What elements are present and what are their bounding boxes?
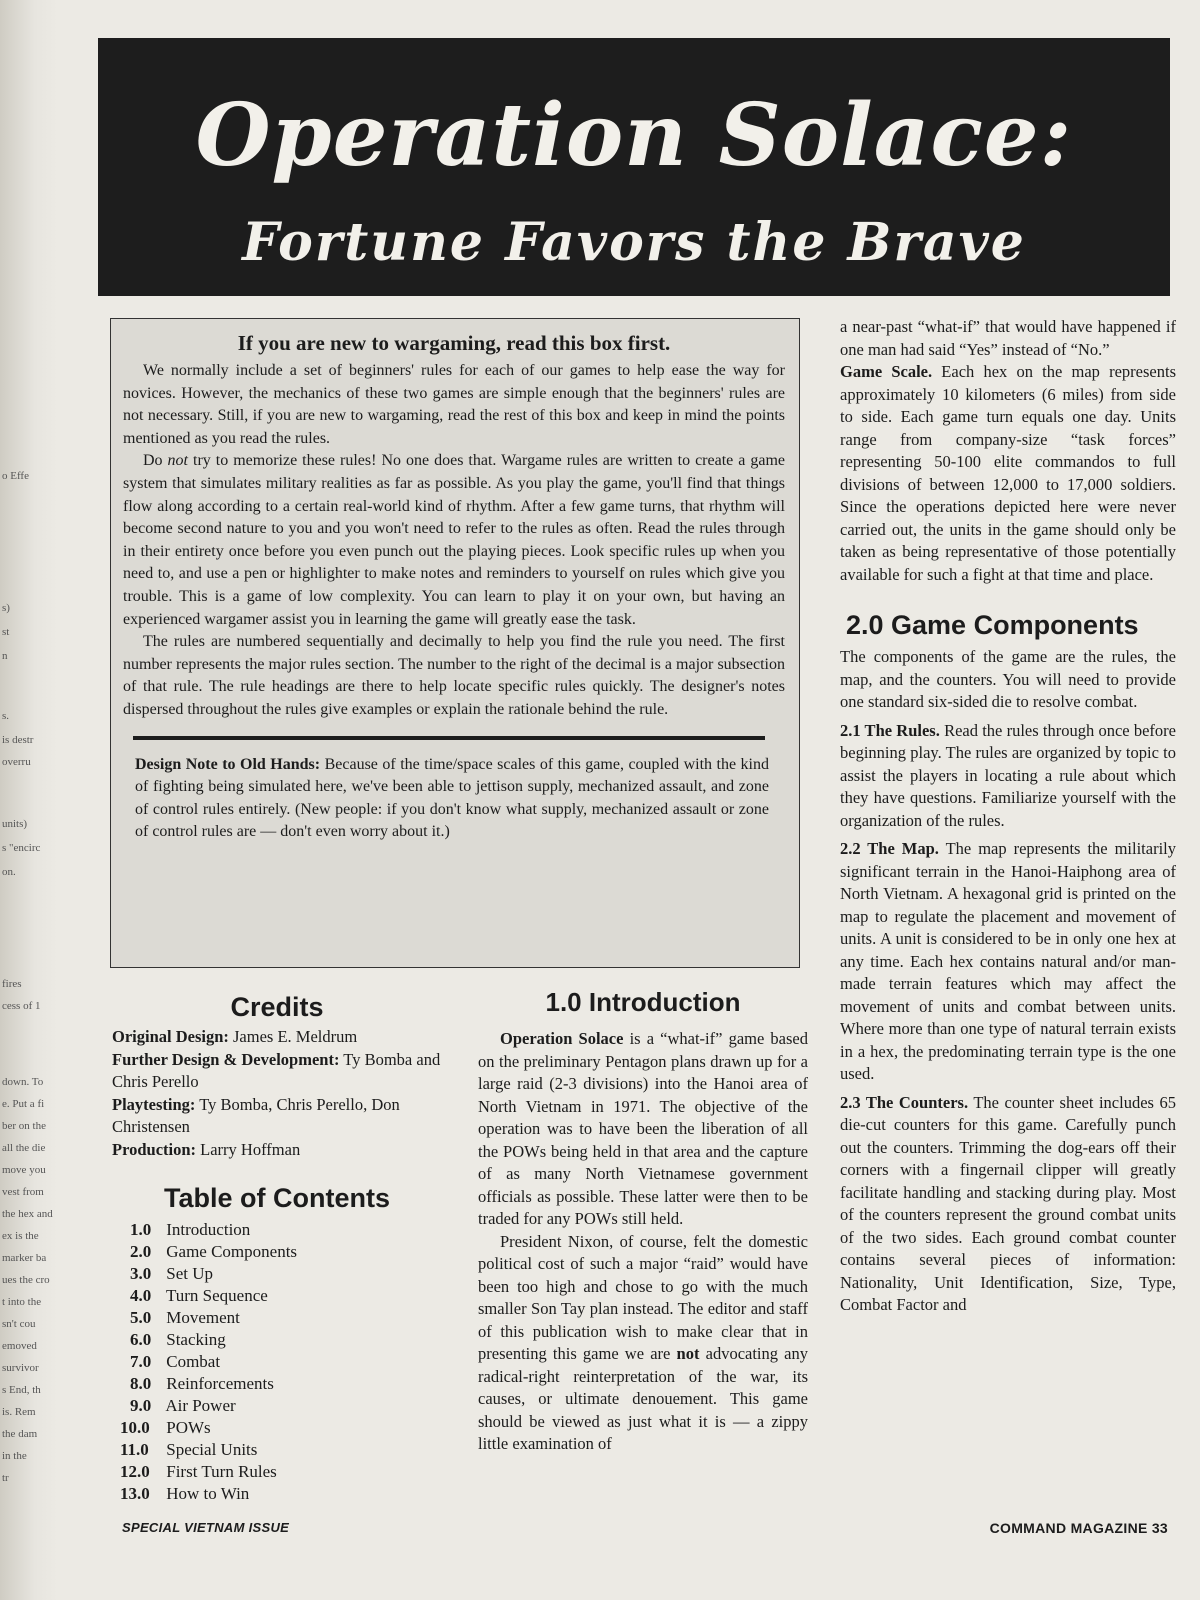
components-paragraph: The components of the game are the rules, the map, and the counters. You will need to provide one standard six-sided die to resolve combat. [840, 647, 1176, 711]
spine-text: vest from [2, 1186, 44, 1198]
page-subtitle: Fortune Favors the Brave [242, 212, 1026, 273]
footer-page: COMMAND MAGAZINE 33 [989, 1520, 1168, 1536]
spine-text: ex is the [2, 1230, 39, 1242]
spine-text: s. [2, 710, 10, 722]
credit-label: Further Design & Development: [112, 1049, 340, 1069]
spine-text: o Effe [2, 470, 29, 482]
toc-item[interactable] [130, 1263, 442, 1285]
section-text: The counter sheet includes 65 die-cut counters for this game. Carefully punch out the counters. Trimming the dog-ears off their corners with a fingernail clipper will greatly facilitate handling and stacking during play. Most of the counters represent the ground combat units of the two sides. Each ground combat counter contains several pieces of information: Nationality, Unit Identification, Size, Type, Combat Factor and [840, 1092, 1176, 1314]
section-text: Each hex on the map represents approximately 10 kilometers (6 miles) from side to side. Each game turn equals one day. Units range from company-size “task forces” representing 50-100 elite commandos to full divisions of between 12,000 to 17,000 soldiers. Since the operations depicted here were never carried out, the units in the game should only be taken as being representative of those potentially available for such a fight at that time and place. [840, 362, 1176, 584]
toc-label: Stacking [166, 1330, 226, 1349]
section-label: 2.1 The Rules. [840, 720, 940, 740]
credit-value: James E. Meldrum [228, 1027, 358, 1046]
toc-label: Set Up [166, 1264, 213, 1283]
credit-line [112, 1049, 442, 1094]
toc-item[interactable] [120, 1483, 442, 1505]
spine-text: survivor [2, 1362, 39, 1374]
map-paragraph [840, 838, 1176, 1086]
toc-item[interactable] [120, 1417, 442, 1439]
spine-text: cess of 1 [2, 1000, 41, 1012]
toc-item[interactable] [130, 1351, 442, 1373]
spine-text: is destr [2, 734, 34, 746]
spine-text: fires [2, 978, 22, 990]
toc-number: 8.0 [130, 1374, 152, 1393]
intro-text: President Nixon, of course, felt the domestic political cost of such a major “raid” would have been too high and chose to go with the much smaller Son Tay plan instead. The editor and staff of this publication wish to make clear that in presenting this game we are [478, 1231, 808, 1363]
page-title: Operation Solace: [195, 85, 1073, 186]
spine-text: st [2, 626, 10, 638]
credits-heading: Credits [230, 992, 324, 1022]
toc-number: 4.0 [130, 1286, 152, 1305]
intro-heading: 1.0 Introduction [545, 987, 741, 1017]
box-paragraph: We normally include a set of beginners' rules for each of our games to help ease the way for novices. However, the mechanics of these two games are simple enough that the beginners' rules are not necessary. Still, if you are new to wargaming, read the rest of this box and keep in mind the points mentioned as you read the rules. [123, 362, 785, 447]
toc-number: 3.0 [130, 1264, 152, 1283]
credit-line [112, 1026, 442, 1049]
toc-item[interactable] [130, 1241, 442, 1263]
toc-label: Combat [166, 1352, 221, 1371]
spine-text: move you [2, 1164, 46, 1176]
emphasis: not [167, 452, 188, 470]
toc-item[interactable] [120, 1439, 442, 1461]
spine-text: overru [2, 756, 31, 768]
game-scale-paragraph [840, 361, 1176, 586]
spine-text: in the [2, 1450, 27, 1462]
spine-text: e. Put a fi [2, 1098, 45, 1110]
intro-bold: not [676, 1344, 700, 1363]
spine-text: is. Rem [2, 1406, 36, 1418]
toc-label: Special Units [166, 1440, 258, 1459]
spine-text: tr [2, 1472, 9, 1484]
toc-number: 10.0 [120, 1418, 150, 1437]
components-heading: 2.0 Game Components [846, 610, 1139, 640]
toc-item[interactable] [130, 1373, 442, 1395]
intro-continuation: a near-past “what-if” that would have happened if one man had said “Yes” instead of “No.” [840, 317, 1176, 359]
toc-label: Introduction [166, 1220, 251, 1239]
spine-text: the hex and [2, 1208, 53, 1220]
facing-page-edge [0, 0, 58, 1600]
toc-label: Movement [166, 1308, 240, 1327]
spine-text: s) [2, 602, 10, 614]
credit-label: Original Design: [112, 1027, 229, 1046]
beginners-box [110, 318, 800, 968]
intro-paragraph [478, 1028, 808, 1231]
section-label: 2.2 The Map. [840, 839, 939, 858]
rules-paragraph [840, 720, 1176, 833]
spine-text: down. To [2, 1076, 44, 1088]
toc-heading: Table of Contents [164, 1183, 390, 1213]
box-heading: If you are new to wargaming, read this box first. [237, 331, 671, 355]
right-column [840, 316, 1176, 1317]
credit-label: Playtesting: [112, 1094, 196, 1114]
footer-issue: SPECIAL VIETNAM ISSUE [122, 1520, 290, 1535]
toc-number: 13.0 [120, 1484, 150, 1503]
section-label: 2.3 The Counters. [840, 1092, 969, 1112]
spine-text: ues the cro [2, 1274, 50, 1286]
toc-number: 5.0 [130, 1308, 152, 1327]
toc-item[interactable] [130, 1395, 442, 1417]
intro-bold: Operation Solace [500, 1029, 624, 1048]
spine-text: t into the [2, 1296, 42, 1308]
spine-text: emoved [2, 1340, 37, 1352]
box-paragraph: The rules are numbered sequentially and decimally to help you find the rule you need. The first number represents the major rules section. The number to the right of the decimal is a major subsection of that rule. The rule headings are there to help locate specific rules quickly. The designer's notes dispersed throughout the rules give examples or explain the rationale behind the rule. [123, 633, 785, 718]
design-note-text: Because of the time/space scales of this game, coupled with the kind of fighting being simulated here, we've been able to jettison supply, mechanized assault, and zone of control rules entirely. (New people: if you don't know what supply, mechanized assault or zone of control rules are — don't even worry about it.) [135, 755, 770, 841]
spine-text: sn't cou [2, 1318, 36, 1330]
toc-item[interactable] [130, 1285, 442, 1307]
toc-label: POWs [166, 1418, 211, 1437]
counters-paragraph [840, 1092, 1176, 1317]
toc-item[interactable] [120, 1461, 442, 1483]
credit-label: Production: [112, 1139, 197, 1159]
spine-text: units) [2, 818, 28, 830]
spine-text: s End, th [2, 1384, 41, 1396]
toc-label: Turn Sequence [165, 1286, 268, 1305]
credit-line [112, 1139, 442, 1162]
toc-number: 9.0 [130, 1396, 152, 1415]
section-text: The map represents the militarily significant terrain in the Hanoi-Haiphong area of North Vietnam. A hexagonal grid is printed on the map to regulate the placement and movement of units. A unit is considered to be in only one hex at any time. Each hex contains natural and/or man-made terrain features which may affect the movement of units and combat between units. Where more than one type of natural terrain exists in a hex, the predominating terrain type is the one used. [840, 839, 1176, 1083]
title-banner [98, 38, 1170, 296]
toc-item[interactable] [130, 1307, 442, 1329]
credit-value: Ty Bomba, Chris Perello, Don Christensen [112, 1094, 400, 1136]
credit-value: Ty Bomba and Chris Perello [112, 1049, 441, 1091]
spine-text: n [2, 650, 8, 662]
spine-text: on. [2, 866, 16, 878]
box-text: try to memorize these rules! No one does that. Wargame rules are written to create a game system that simulates military realities as far as possible. As you play the game, you'll find that things flow along according to a certain real-world kind of rhythm. After a few game turns, that rhythm will become second nature to you and you won't need to refer to the rules as often. Read the rules through in their entirety once before you even punch out the playing pieces. Look specific rules up when you need to, and use a pen or highlighter to make notes and reminders to yourself on rules which give you trouble. This is a game of low complexity. You can learn to play it on your own, but having an experienced wargamer assist you in learning the game will greatly ease the task. [123, 452, 785, 628]
introduction-section [478, 986, 808, 1456]
spine-text: all the die [2, 1142, 46, 1154]
toc-label: First Turn Rules [166, 1462, 277, 1481]
intro-paragraph [478, 1231, 808, 1456]
toc-label: Game Components [166, 1242, 298, 1261]
section-label: Game Scale. [840, 362, 933, 381]
toc-number: 12.0 [120, 1462, 150, 1481]
box-divider [133, 736, 765, 740]
toc-label: Reinforcements [166, 1374, 274, 1393]
design-note [135, 754, 769, 844]
intro-text: is a “what-if” game based on the preliminary Pentagon plans drawn up for a large raid (2-3 divisions) into the Hanoi area of North Vietnam in 1971. The objective of the operation was to have been the liberation of all the POWs being held in that area and the capture of as many North Vietnamese government officials as possible. These latter were then to be traded for any POWs still held. [478, 1029, 808, 1228]
credit-value: Larry Hoffman [196, 1139, 301, 1159]
toc-label: How to Win [166, 1484, 250, 1503]
toc-number: 6.0 [130, 1330, 152, 1349]
credit-line [112, 1094, 442, 1139]
toc-item[interactable] [130, 1329, 442, 1351]
intro-text: advocating any radical-right reinterpretation of the war, its causes, or ultimate denouement. This game should be viewed as just what it is — a zippy little examination of [478, 1344, 809, 1453]
toc-number: 7.0 [130, 1352, 152, 1371]
spine-text: s "encirc [2, 842, 41, 854]
toc-number: 11.0 [120, 1440, 149, 1459]
toc-list [112, 1219, 442, 1505]
section-text: Read the rules through once before beginning play. The rules are organized by topic to assist the players in locating a rule about which they have questions. Familiarize yourself with the organization of the rules. [840, 720, 1176, 830]
spine-text: ber on the [2, 1120, 46, 1132]
credits-section [112, 990, 442, 1505]
toc-number: 1.0 [130, 1220, 152, 1239]
box-paragraph [123, 450, 785, 631]
spine-text: marker ba [2, 1252, 47, 1264]
toc-item[interactable] [130, 1219, 442, 1241]
spine-text: the dam [2, 1428, 38, 1440]
box-text: Do [143, 452, 168, 470]
toc-number: 2.0 [130, 1242, 152, 1261]
design-note-label: Design Note to Old Hands: [135, 755, 321, 773]
toc-label: Air Power [165, 1396, 236, 1415]
